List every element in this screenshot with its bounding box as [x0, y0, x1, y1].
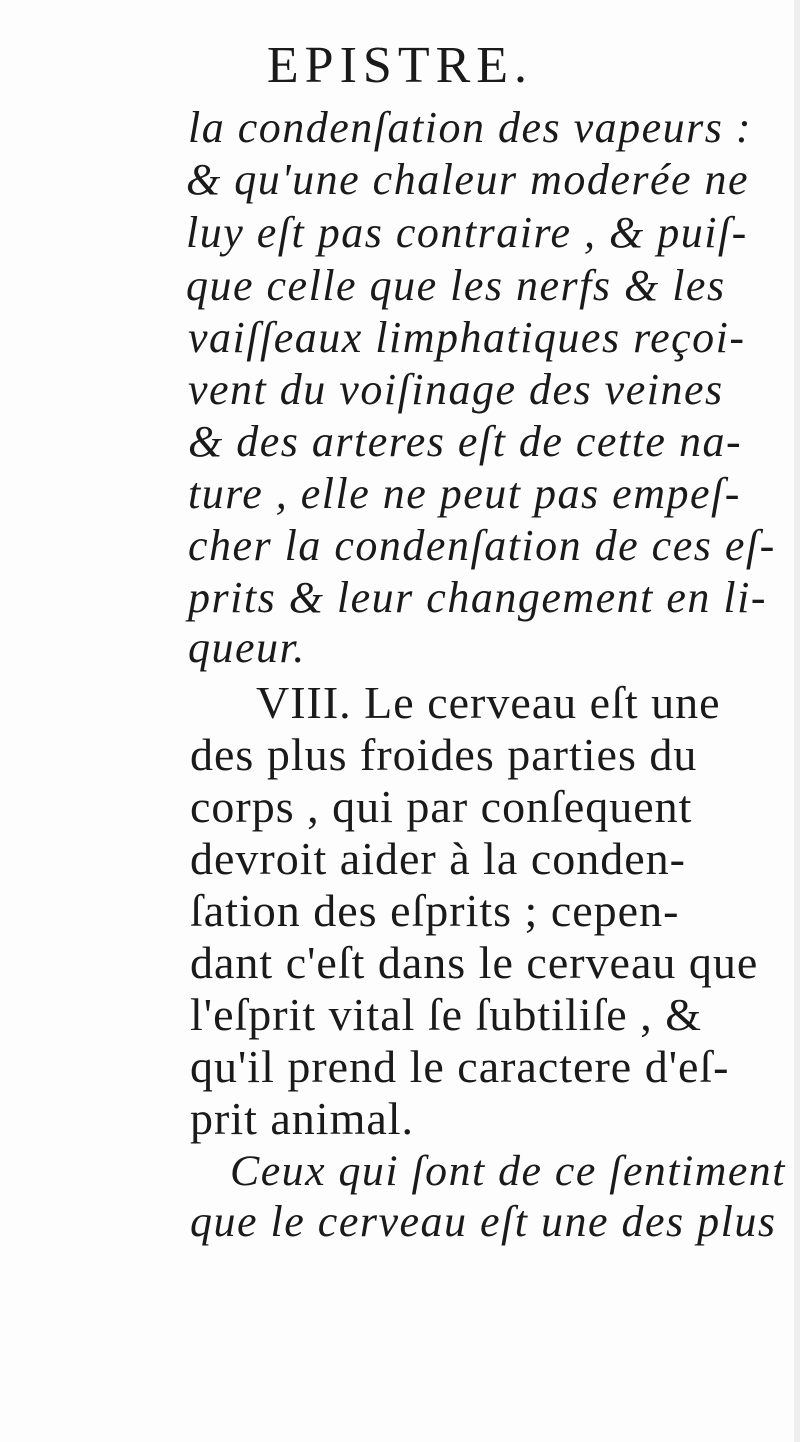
text-line: luy eſt pas contraire , & puiſ- [186, 208, 748, 257]
text-line: prit animal. [190, 1093, 415, 1144]
text-line: Ceux qui ſont de ce ſentiment [230, 1147, 786, 1195]
text-line: queur. [188, 623, 306, 672]
text-line: ture , elle ne peut pas empeſ- [188, 469, 741, 518]
text-line: des plus froides parties du [190, 729, 698, 780]
text-line: dant c'eſt dans le cerveau que [190, 937, 759, 988]
text-line: vent du voiſinage des veines [188, 365, 724, 414]
text-line: corps , qui par conſequent [190, 781, 693, 832]
text-line: vaiſſeaux limphatiques reçoi- [188, 313, 746, 362]
text-line: que celle que les nerfs & les [186, 261, 726, 310]
text-line: la condenſation des vapeurs : [188, 103, 753, 152]
page-edge [794, 0, 800, 1442]
text-line: & des arteres eſt de cette na- [188, 417, 743, 466]
text-line: devroit aider à la conden- [190, 833, 686, 884]
text-line: l'eſprit vital ſe ſubtiliſe , & [190, 989, 702, 1040]
text-line: VIII. Le cerveau eſt une [256, 677, 721, 728]
text-line: & qu'une chaleur moderée ne [186, 155, 750, 204]
text-line: qu'il prend le caractere d'eſ- [190, 1041, 730, 1092]
text-line: ſation des eſprits ; cepen- [190, 885, 680, 936]
text-line: que le cerveau eſt une des plus [190, 1197, 777, 1246]
text-line: prits & leur changement en li- [188, 573, 768, 622]
text-line: cher la condenſation de ces eſ- [188, 521, 776, 570]
running-head: EPISTRE. [266, 37, 534, 94]
